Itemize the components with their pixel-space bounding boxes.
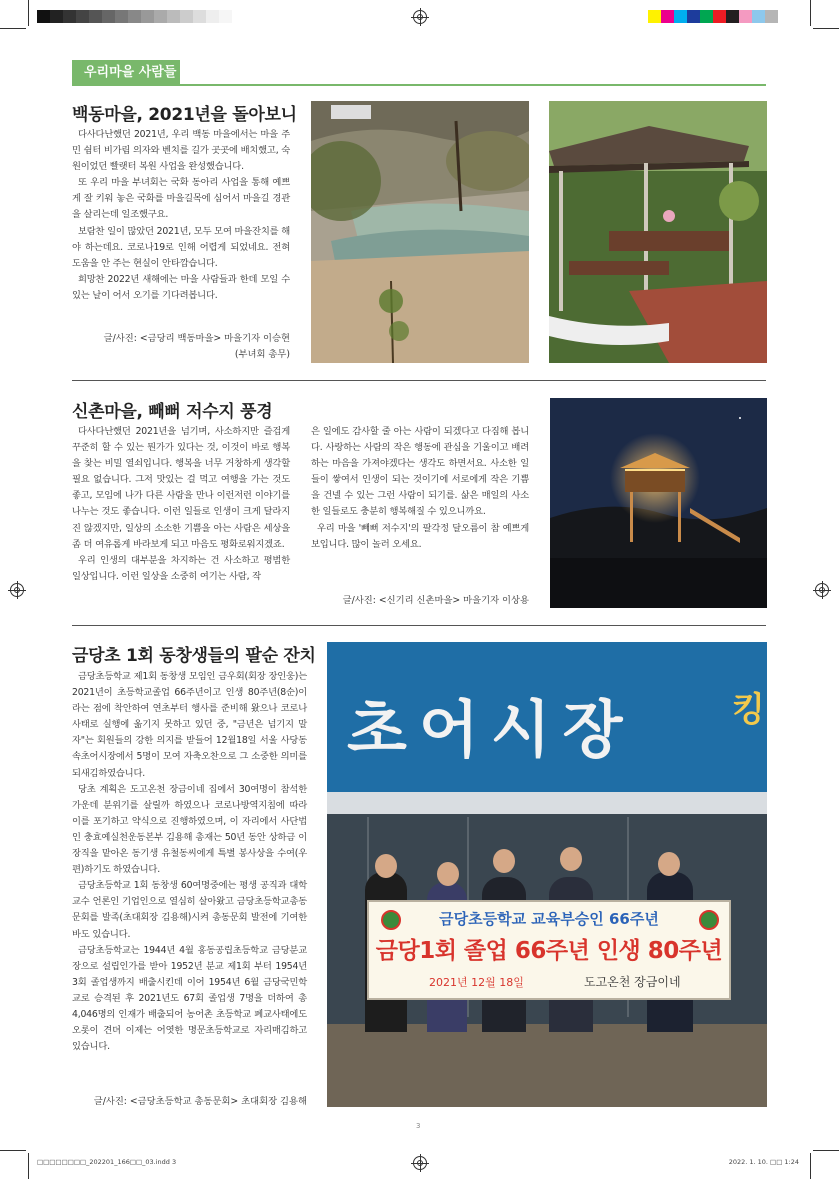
article-3-title: 금당초 1회 동창생들의 팔순 잔치: [72, 646, 316, 666]
person-head: [658, 852, 680, 876]
crop-mark: [28, 1153, 29, 1179]
registration-mark-left: [10, 583, 24, 597]
registration-mark-bottom: [413, 1156, 427, 1170]
photo-rain-shelter-bench: [549, 101, 767, 363]
person-head: [560, 847, 582, 871]
paragraph: 보람찬 일이 많았던 2021년, 모두 모여 마을잔치를 해야 하는데요. 코로나19로 인해 어렵게 되었네요. 전혀 도움을 안 주는 현실이 안타깝습니다.: [72, 225, 290, 269]
paragraph: 우리 마을 '빼뻐 저수지'의 팔각정 달오름이 참 예쁘게 보입니다. 많이 놀러 오세요.: [311, 522, 529, 550]
paragraph: 금당초등학교는 1944년 4월 홍동공립초등학교 금당분교장으로 설립인가를 받아 1952년 분교 제1회 부터 1954년 3회 졸업생까지 배출시킨데 이어 1954년 6월 금당국민학교로 승격된 후 2021년도 67회 졸업생 7명을 더하여 총4,046명의 인재가 배출되어 농어촌 초등학교 폐교사태에도 오롯이 견뎌 이제는 어엿한 명문초등학교로 자리매김하고 있습니다.: [72, 944, 307, 1053]
crop-mark: [813, 28, 839, 29]
crop-mark: [28, 0, 29, 26]
awning-edge: [327, 792, 767, 814]
banner-line-2: 금당1회 졸업 66주년 인생 80주년: [375, 938, 723, 964]
registration-mark-top: [413, 10, 427, 24]
crop-mark: [813, 1150, 839, 1151]
section-label: 우리마을 사람들: [72, 60, 180, 86]
section-divider: [72, 625, 766, 626]
side-sign-text: 킹: [732, 690, 765, 730]
color-calibration-bar: [648, 10, 778, 23]
article-2-column-1: [72, 424, 290, 585]
school-emblem-icon: [381, 910, 401, 930]
paragraph: 은 일에도 감사할 줄 아는 사람이 되겠다고 다짐해 봅니다. 사랑하는 사람의 작은 행동에 관심을 기울이고 배려하는 마음을 가져야겠다는 생각도 하면서요. 사소한 일들이 쌓여서 인생이 되는 것이기에 서로에게 작은 기쁨을 건넬 수 있는 그런 사람이 되기를. 삶은 매일의 사소한 일들로도 충분히 행복해질 수 있으니까요.: [311, 426, 529, 518]
article-3-credit: 글/사진: <금당초등학교 총동문회> 초대회장 김용해: [93, 1096, 307, 1107]
article-2-credit: 글/사진: <신기리 신촌마을> 마을기자 이상용: [342, 595, 529, 606]
store-sign-text: 초어시장: [347, 693, 635, 766]
crop-mark: [0, 28, 26, 29]
grayscale-calibration-bar: [37, 10, 232, 23]
article-2-title: 신촌마을, 빼뻐 저수지 풍경: [72, 402, 273, 422]
crop-mark: [810, 1153, 811, 1179]
paragraph: 또 우리 마을 부녀회는 국화 동아리 사업을 통해 예쁘게 잘 키워 놓은 국화를 마을길목에 심어서 마을길 경관을 살리는데 일조했구요.: [72, 177, 290, 221]
crop-mark: [810, 0, 811, 26]
credit-line: (부녀회 총무): [234, 349, 290, 360]
page-number: 3: [416, 1122, 421, 1130]
paragraph: 우리 인생의 대부분을 차지하는 건 사소하고 평범한 일상입니다. 이런 일상을 소중히 여기는 사람, 작: [72, 554, 290, 582]
article-3-body: [72, 669, 307, 1055]
paragraph: 금당초등학교 1회 동창생 60여명중에는 평생 공직과 대학교수 언론인 기업인으로 열심히 살아왔고 금당초등학교총동문회를 발족(초대회장 김용해)시켜 총동문회 발전에 기여한 바도 있습니다.: [72, 880, 307, 940]
paragraph: 당초 계획은 도고온천 장금이네 집에서 30여명이 참석한 가운데 분위기를 살릴까 하였으나 코로나방역지침에 따라 이를 포기하고 약식으로 진행하였으며, 이 자리에서 사단법인 충효예실천운동본부 김용해 총재는 50년 동안 상하금 이장직을 맡아온 동기생 유철동씨에게 특별 봉사상을 수여(우편)하기도 하였습니다.: [72, 783, 307, 876]
person-head: [375, 854, 397, 878]
banner-date: 2021년 12월 18일: [429, 976, 524, 989]
article-2-column-2: [311, 424, 529, 553]
crop-mark: [0, 1150, 26, 1151]
photo-pavilion-night: [550, 398, 767, 608]
print-slug-left: □□□□□□□□_202201_166□□_03.indd 3: [37, 1158, 177, 1166]
registration-mark-right: [815, 583, 829, 597]
print-slug-right: 2022. 1. 10. □□ 1:24: [728, 1158, 799, 1166]
photo-stream-restoration: [311, 101, 529, 363]
credit-line: 글/사진: <금당리 백동마을> 마을기자 이승현: [103, 333, 290, 344]
section-rule: [180, 84, 766, 86]
person-head: [437, 862, 459, 886]
person-head: [493, 849, 515, 873]
photo-alumni-gathering: [327, 642, 767, 1107]
article-1-title: 백동마을, 2021년을 돌아보니: [72, 105, 297, 125]
paragraph: 희망찬 2022년 새해에는 마을 사람들과 한데 모일 수 있는 날이 어서 오기를 기다려봅니다.: [72, 273, 290, 301]
banner-place: 도고온천 장금이네: [584, 975, 681, 989]
paragraph: 금당초등학교 제1회 동창생 모임인 금우회(회장 장인웅)는 2021년이 초등학교졸업 66주년이고 인생 80주년(8순)이라는 점에 착안하여 연초부터 행사를 준비해 왔으나 코로나사태로 실행에 옮기지 못하고 있던 중, "금년은 넘기지 말자"는 회원들의 강한 의지를 받들어 12월18일 서울 사당동 속초어시장에서 5명이 모여 자축오찬으로 그 소중한 의미를 되새김하였습니다.: [72, 671, 307, 779]
paragraph: 다사다난했던 2021년을 넘기며, 사소하지만 즐겁게 꾸준히 할 수 있는 뭔가가 있다는 것, 이것이 바로 행복을 찾는 비밀 열쇠입니다. 행복을 너무 거창하게 생각할 필요 없습니다. 그저 맛있는 걸 먹고 여행을 가는 것도 좋고, 모임에 나가 다른 사람을 만나 이런저런 이야기를 나누는 것도 좋습니다. 이런 일들로 인생이 크게 달라지진 않겠지만, 일상의 소소한 기쁨을 아는 사람은 세상을 좀 더 여유롭게 바라보게 되고 마음도 평화로워지겠죠.: [72, 426, 290, 550]
article-1-body: [72, 127, 290, 304]
school-emblem-icon: [699, 910, 719, 930]
wooden-floor: [327, 1024, 767, 1107]
article-1-credit: [72, 331, 290, 363]
banner-line-1: 금당초등학교 교육부승인 66주년: [439, 910, 659, 928]
paragraph: 다사다난했던 2021년, 우리 백동 마을에서는 마을 주민 쉼터 비가림 의자와 벤치를 길가 곳곳에 배치했고, 숙원이었던 빨랫터 복원 사업을 완성했습니다.: [72, 129, 290, 173]
section-divider: [72, 380, 766, 381]
celebration-banner: [367, 900, 731, 1000]
